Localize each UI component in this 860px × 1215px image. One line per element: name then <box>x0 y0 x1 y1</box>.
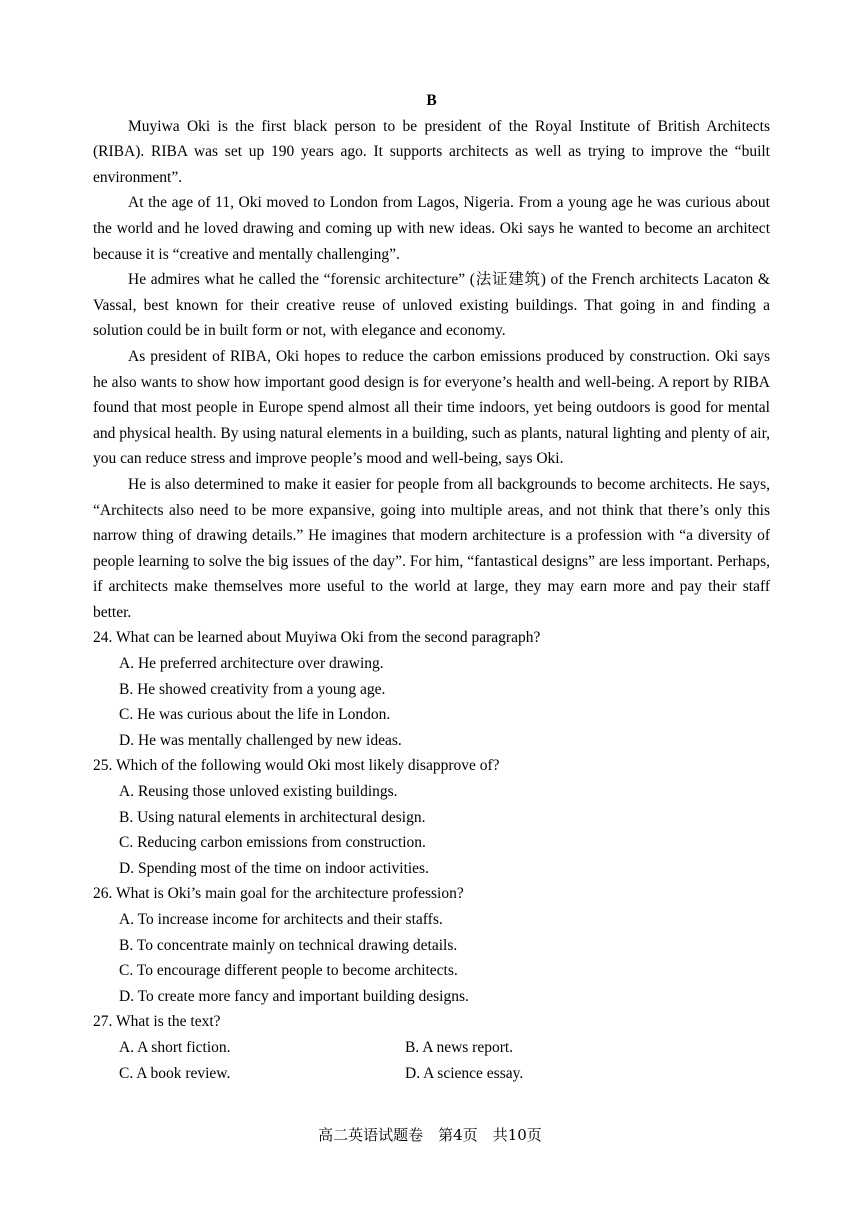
question-25 <box>93 753 770 881</box>
option-a: A. Reusing those unloved existing buildings. <box>119 783 398 801</box>
options-grid <box>93 1035 770 1086</box>
section-title: B <box>426 92 437 109</box>
document-page <box>93 88 770 1086</box>
option-a: A. He preferred architecture over drawing. <box>119 655 384 673</box>
passage-paragraph-2: At the age of 11, Oki moved to London from Lagos, Nigeria. From a young age he was curious about the world and he loved drawing and coming up with new ideas. Oki says he wanted to become an architect because it is “creative and mentally challenging”. <box>93 194 770 263</box>
options-list <box>93 907 770 1009</box>
option-d: D. To create more fancy and important building designs. <box>119 987 469 1005</box>
option-c: C. To encourage different people to become architects. <box>119 962 458 980</box>
option-b: B. He showed creativity from a young age. <box>119 680 386 698</box>
question-stem: 26. What is Oki’s main goal for the architecture profession? <box>93 885 464 903</box>
option-a: A. A short fiction. <box>119 1038 231 1056</box>
options-list <box>93 779 770 881</box>
question-stem: 24. What can be learned about Muyiwa Oki from the second paragraph? <box>93 629 541 647</box>
option-d: D. Spending most of the time on indoor activities. <box>119 859 429 877</box>
question-27 <box>93 1009 770 1086</box>
question-stem: 25. Which of the following would Oki most likely disapprove of? <box>93 757 500 775</box>
passage-paragraph-4: As president of RIBA, Oki hopes to reduce the carbon emissions produced by construction. Oki says he also wants to show how important good design is for everyone’s health and well-being. A report by RIBA found that most people in Europe spend almost all their time indoors, yet being outdoors is good for mental and physical health. By using natural elements in a building, such as plants, natural lighting and plenty of air, you can reduce stress and improve people’s mood and well-being, says Oki. <box>93 347 770 468</box>
option-b: B. To concentrate mainly on technical drawing details. <box>119 936 458 954</box>
question-26 <box>93 881 770 1009</box>
question-24 <box>93 625 770 753</box>
option-a: A. To increase income for architects and their staffs. <box>119 911 443 928</box>
passage-paragraph-5: He is also determined to make it easier for people from all backgrounds to become architects. He says, “Architects also need to be more expansive, going into multiple areas, and not think that there’s only this narrow thing of drawing details.” He imagines that modern architecture is a profession with “a diversity of people learning to solve the big issues of the day”. For him, “fantastical designs” are less important. Perhaps, if architects make themselves more useful to the world at large, they may earn more and pay their staff better. <box>93 475 770 621</box>
option-b: B. A news report. <box>405 1038 514 1056</box>
option-d: D. He was mentally challenged by new ideas. <box>119 731 402 749</box>
passage <box>93 114 770 626</box>
option-b: B. Using natural elements in architectural design. <box>119 808 426 826</box>
page-footer: 高二英语试题卷 第4页 共10页 <box>318 1126 542 1144</box>
option-d: D. A science essay. <box>405 1064 524 1082</box>
option-c: C. He was curious about the life in London. <box>119 706 391 724</box>
passage-paragraph-1: Muyiwa Oki is the first black person to be president of the Royal Institute of British Architects (RIBA). RIBA was set up 190 years ago. It supports architects as well as trying to improve the “built environment”. <box>93 117 770 186</box>
option-c: C. Reducing carbon emissions from construction. <box>119 834 426 852</box>
passage-paragraph-3: He admires what he called the “forensic architecture” (法证建筑) of the French architects Lacaton & Vassal, best known for their creative reuse of unloved existing buildings. That going in and finding a solution could be in built form or not, with elegance and economy. <box>93 271 770 340</box>
option-c: C. A book review. <box>119 1064 231 1082</box>
question-stem: 27. What is the text? <box>93 1013 221 1031</box>
options-list <box>93 651 770 753</box>
